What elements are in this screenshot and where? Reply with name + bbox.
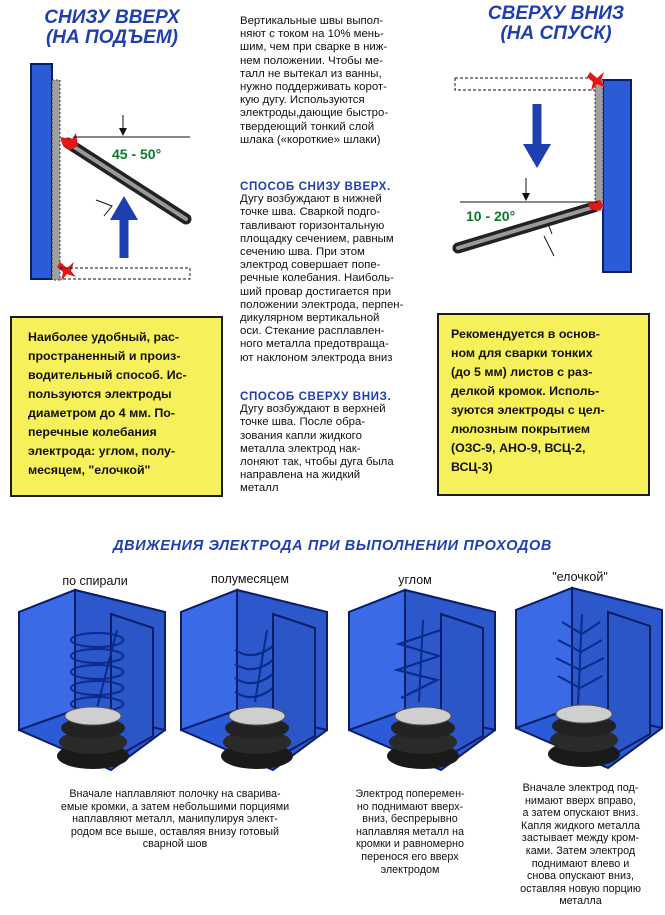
right-box-line: (ОЗС-9, АНО-9, ВСЦ-2, [451, 441, 586, 455]
movement-label-herringbone: "елочкой" [552, 570, 608, 584]
intro-line: нем положении. Чтобы ме- [240, 54, 384, 67]
intro-line: твердеющий тонкий слой [240, 120, 375, 133]
caption-line: а затем опускают вниз. [522, 807, 639, 820]
left-heading-line2: (НА ПОДЪЕМ) [45, 27, 179, 48]
diagram-bottom-up [0, 0, 240, 300]
caption-line: кромки и равномерно [355, 838, 465, 851]
left-box-line: электрода: углом, полу- [28, 444, 176, 458]
caption-angle [335, 788, 485, 876]
left-heading-line1: СНИЗУ ВВЕРХ [44, 7, 180, 28]
bead-stack [57, 707, 129, 769]
right-box-line: делкой кромок. Исполь- [451, 384, 600, 398]
caption-line: емые кромки, а затем небольшими порциями [60, 800, 290, 813]
weld-seam [595, 80, 603, 210]
method-down-line: лоняют так, чтобы дуга была [240, 456, 394, 469]
caption-line: Вначале электрод под- [522, 782, 639, 794]
caption-line: наплавляя металл на [355, 825, 465, 838]
intro-line: нужно поддерживать корот- [240, 81, 387, 94]
method-down [240, 390, 418, 496]
method-up-line: положении электрода, перпен- [240, 298, 404, 311]
bead-stack [221, 707, 293, 769]
right-angle-label: 10 - 20° [466, 208, 516, 224]
caption-line: застывает между кром- [521, 832, 640, 845]
caption-line: но поднимают вверх- [356, 800, 464, 813]
intro-line: шим, чем при сварке в ниж- [240, 41, 388, 54]
movement-diagram-herringbone [512, 588, 662, 778]
caption-line: ками. Затем электрод [525, 844, 636, 857]
method-down-line: металла электрод нак- [240, 442, 361, 455]
right-box-line: (до 5 мм) листов с раз- [451, 365, 593, 379]
caption-line: родом все выше, оставляя внизу готовый [70, 825, 280, 838]
right-info-box [437, 313, 650, 496]
left-box-line: водительный способ. Ис- [28, 368, 187, 382]
caption-line: поднимают влево и [531, 857, 630, 870]
right-box-line: Рекомендуется в основ- [451, 327, 600, 341]
method-up-line: оси. Стекание расплавлен- [240, 325, 385, 338]
bead-stack [548, 705, 620, 767]
caption-line: нимают вверх вправо, [524, 794, 637, 807]
movements-title: ДВИЖЕНИЯ ЭЛЕКТРОДА ПРИ ВЫПОЛНЕНИИ ПРОХОДОВ [113, 538, 552, 554]
method-up-line: ют наклоном электрода вниз [240, 351, 393, 364]
method-down-line: точке шва. После обра- [240, 416, 366, 429]
left-info-box [10, 316, 223, 497]
movement-label-crescent: полумесяцем [211, 572, 289, 586]
left-box-line: диаметром до 4 мм. По- [28, 406, 175, 420]
movement-label-angle: углом [398, 573, 432, 587]
caption-line: Электрод поперемен- [355, 788, 465, 800]
method-up-line: Дугу возбуждают в нижней [240, 193, 382, 206]
right-heading-line1: СВЕРХУ ВНИЗ [487, 3, 625, 24]
method-up-line: ного металла предотвраща- [240, 338, 389, 351]
left-box-line: перечные колебания [28, 425, 157, 439]
intro-line: шлака («короткие» шлаки) [240, 133, 381, 146]
weld-seam [52, 80, 60, 280]
vertical-plate [603, 80, 631, 272]
intro-line: электроды,дающие быстро- [240, 107, 389, 120]
method-up-line: точке шва. Сваркой подго- [240, 206, 381, 219]
caption-line: наплавляют металл, манипулируя элект- [72, 813, 278, 826]
right-box-line: ВСЦ-3) [451, 460, 493, 474]
movement-diagram-crescent [177, 590, 327, 780]
left-box-line: Наиболее удобный, рас- [28, 330, 180, 344]
method-down-line: Дугу возбуждают в верхней [240, 403, 386, 416]
left-angle-label: 45 - 50° [112, 146, 162, 162]
intro-line: няют с током на 10% мень- [240, 28, 384, 41]
method-up-line: сечению шва. При этом [240, 246, 365, 259]
movement-label-spiral: по спирали [62, 574, 128, 588]
method-up-title: СПОСОБ СНИЗУ ВВЕРХ. [240, 180, 391, 193]
method-up-line: электрод совершает попе- [240, 259, 381, 272]
left-box-line: пользуются электроды [28, 387, 172, 401]
caption-line: металла [559, 895, 602, 908]
method-down-title: СПОСОБ СВЕРХУ ВНИЗ. [240, 390, 392, 403]
left-box-line: месяцем, "елочкой" [28, 463, 151, 477]
caption-line: перенося его вверх [361, 850, 459, 863]
movement-diagram-angle [345, 590, 495, 780]
caption-spiral [40, 788, 310, 851]
right-box-line: люлозным покрытием [451, 422, 591, 436]
right-box-line: ном для сварки тонких [451, 346, 593, 360]
caption-line: оставляя новую порцию [520, 882, 641, 895]
caption-line: вниз, беспрерывно [362, 813, 458, 826]
intro-line: кую дугу. Используются [240, 94, 365, 107]
movement-diagram-spiral [15, 590, 165, 780]
vertical-plate [31, 64, 52, 279]
intro-line: талл не вытекал из ванны, [240, 67, 382, 80]
method-down-line: металл [240, 482, 279, 495]
caption-line: снова опускают вниз, [527, 870, 634, 883]
method-up-line: речные колебания. Наиболь- [240, 272, 394, 285]
method-up-line: ший провар достигается при [240, 285, 392, 298]
caption-line: Капля жидкого металла [521, 819, 640, 832]
diagram-top-down [430, 0, 665, 300]
right-heading-line2: (НА СПУСК) [500, 23, 612, 44]
method-up-line: тавливают горизонтальную [240, 219, 385, 232]
intro-line: Вертикальные швы выпол- [240, 15, 384, 27]
caption-line: сварной шов [142, 838, 208, 851]
method-down-line: зования капли жидкого [240, 429, 362, 442]
caption-line: электродом [380, 863, 440, 876]
left-box-line: пространенный и произ- [28, 349, 181, 363]
caption-line: Вначале наплавляют полочку на сварива- [69, 788, 281, 800]
method-down-line: направлена на жидкий [240, 469, 361, 482]
right-box-line: зуются электроды с цел- [451, 403, 605, 417]
method-up-line: дикулярном вертикальной [240, 312, 380, 325]
method-up [240, 180, 418, 365]
method-up-line: площадку сечением, равным [240, 232, 394, 245]
intro-text [240, 15, 418, 147]
bead-stack [387, 707, 459, 769]
caption-herringbone [503, 782, 658, 908]
